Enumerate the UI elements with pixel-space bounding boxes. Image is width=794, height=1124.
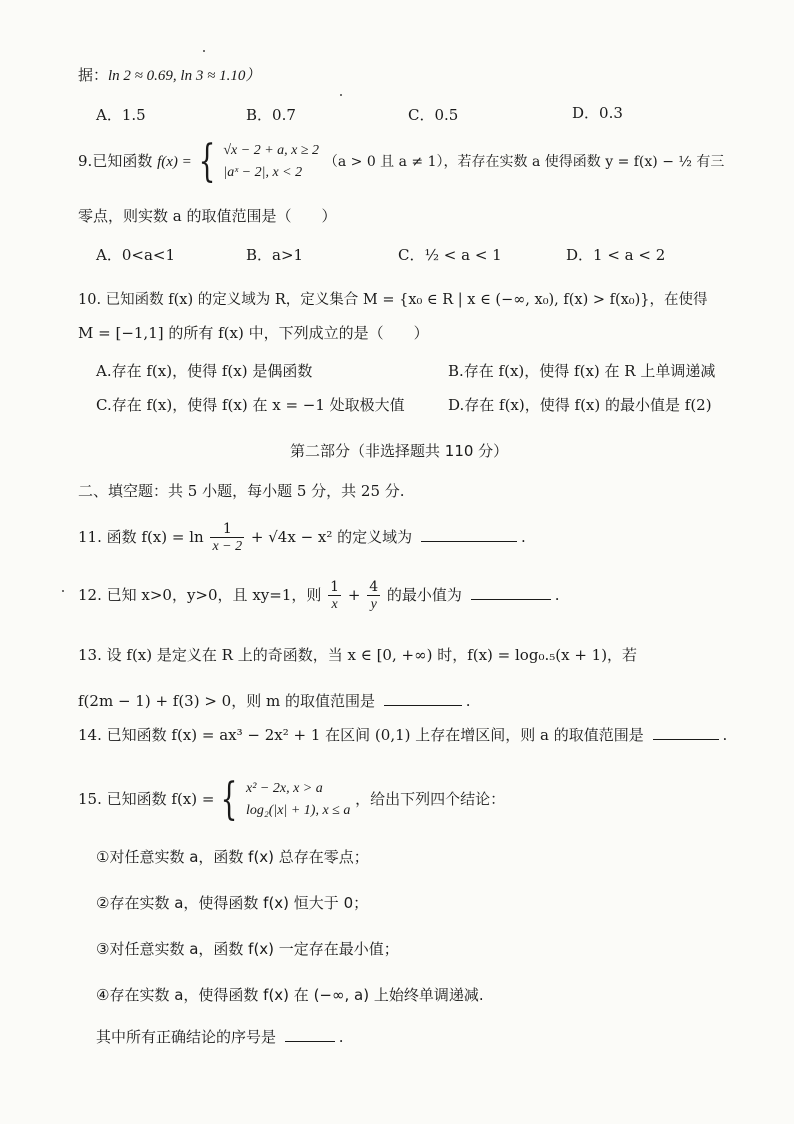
q11-prefix: 11. 函数 f(x) = ln [78, 528, 204, 546]
q15-prefix: 15. 已知函数 f(x) = [78, 790, 215, 808]
q8-note-prefix: 据： [78, 66, 109, 84]
q8-option-b[interactable]: B．0.7 [246, 106, 296, 124]
fill-in-header: 二、填空题：共 5 小题，每小题 5 分，共 25 分. [78, 482, 405, 500]
q13-line2-text: f(2m − 1) + f(3) > 0，则 m 的取值范围是 [78, 692, 375, 710]
q11-rest: + √4x − x² 的定义域为 [250, 528, 413, 546]
q12-fraction-2 [367, 580, 380, 612]
q13-answer-blank[interactable] [384, 704, 462, 706]
q8-option-a[interactable]: A．1.5 [96, 106, 146, 124]
q9-case-2: |aˣ − 2|, x < 2 [223, 165, 303, 180]
q8-note [78, 64, 260, 85]
q8-option-d[interactable]: D．0.3 [572, 104, 623, 122]
q11-answer-blank[interactable] [421, 540, 517, 542]
q9-line2: 零点，则实数 a 的取值范围是（ ） [78, 207, 337, 225]
q11-end: . [520, 528, 526, 546]
q11 [78, 522, 526, 554]
q9-option-d[interactable]: D．1 < a < 2 [566, 246, 666, 264]
q11-numerator: 1 [210, 522, 244, 538]
q15-final-text: 其中所有正确结论的序号是 [96, 1028, 277, 1046]
q15-statement-3: ③对任意实数 a，函数 f(x) 一定存在最小值； [96, 940, 399, 958]
part2-title: 第二部分（非选择题共 110 分） [290, 442, 509, 460]
q9-text: 已知函数 [92, 152, 153, 170]
q10-option-a[interactable]: A.存在 f(x)，使得 f(x) 是偶函数 [96, 362, 313, 380]
q12-f1-numerator: 1 [330, 579, 340, 595]
q9-option-b[interactable]: B．a>1 [246, 246, 304, 264]
q15-brace: { [220, 774, 238, 825]
q8-option-c[interactable]: C．0.5 [408, 106, 459, 124]
q14 [78, 724, 727, 745]
q12-f2-numerator: 4 [369, 579, 379, 595]
q13-line1: 13. 设 f(x) 是定义在 R 上的奇函数，当 x ∈ [0, +∞) 时，f(x) = log₀.₅(x + 1)，若 [78, 646, 638, 664]
q10-option-b[interactable]: B.存在 f(x)，使得 f(x) 在 R 上单调递减 [448, 362, 716, 380]
q15-stem [78, 774, 506, 825]
q12-plus: + [347, 586, 361, 604]
q10-option-d[interactable]: D.存在 f(x)，使得 f(x) 的最小值是 f(2) [448, 396, 712, 414]
q15-end: . [338, 1028, 344, 1046]
q9-option-a[interactable]: A．0<a<1 [96, 246, 175, 264]
q12-f2-denominator: y [370, 597, 377, 612]
q12-answer-blank[interactable] [471, 598, 551, 600]
q12-fraction-1 [328, 580, 341, 612]
q11-fraction [210, 522, 244, 554]
q12 [78, 580, 560, 612]
q14-text: 14. 已知函数 f(x) = ax³ − 2x² + 1 在区间 (0,1) 上存在增区间，则 a 的取值范围是 [78, 726, 644, 744]
q9-brace: { [198, 136, 215, 187]
q14-end: . [722, 726, 728, 744]
q9-option-c[interactable]: C．½ < a < 1 [398, 246, 502, 264]
q14-answer-blank[interactable] [653, 738, 719, 740]
q12-prefix: 12. 已知 x>0，y>0，且 xy=1，则 [78, 586, 322, 604]
scan-speck [203, 50, 205, 52]
q13-end: . [465, 692, 471, 710]
q11-denominator: x − 2 [212, 539, 243, 554]
q10-line2: M = [−1,1] 的所有 f(x) 中，下列成立的是（ ） [78, 324, 429, 342]
q15-answer-blank[interactable] [285, 1040, 335, 1042]
q9-function-name: f(x) = [157, 154, 192, 170]
q15-suffix: ，给出下列四个结论： [355, 790, 506, 808]
q15-case-1: x² − 2x, x > a [246, 781, 323, 797]
q9-number: 9. [78, 152, 93, 170]
q15-statement-4: ④存在实数 a，使得函数 f(x) 在 (−∞, a) 上始终单调递减. [96, 986, 484, 1004]
q9-cases [223, 140, 319, 183]
q12-rest: 的最小值为 [386, 586, 462, 604]
scan-speck [340, 94, 342, 96]
q15-final [96, 1026, 344, 1047]
q10-line1: 10. 已知函数 f(x) 的定义域为 R，定义集合 M = {x₀ ∈ R | x ∈ (−∞, x₀), f(x) > f(x₀)}，在使得 [78, 292, 708, 308]
q12-end: . [554, 586, 560, 604]
q15-statement-2: ②存在实数 a，使得函数 f(x) 恒大于 0； [96, 894, 369, 912]
q12-f1-denominator: x [331, 597, 338, 612]
q13-line2 [78, 690, 471, 711]
q15-cases [246, 778, 350, 821]
scan-speck [62, 590, 64, 592]
q15-case-2: log₂(|x| + 1), x ≤ a [246, 803, 351, 818]
q8-note-formula: ln 2 ≈ 0.69, ln 3 ≈ 1.10） [108, 68, 261, 84]
q10-option-c[interactable]: C.存在 f(x)，使得 f(x) 在 x = −1 处取极大值 [96, 396, 405, 414]
q9-stem [78, 136, 725, 187]
q9-case-1: √x − 2 + a, x ≥ 2 [223, 143, 320, 159]
q15-statement-1: ①对任意实数 a，函数 f(x) 总存在零点； [96, 848, 369, 866]
q9-condition: （a > 0 且 a ≠ 1），若存在实数 a 使得函数 y = f(x) − ½ 有三 [323, 154, 725, 170]
